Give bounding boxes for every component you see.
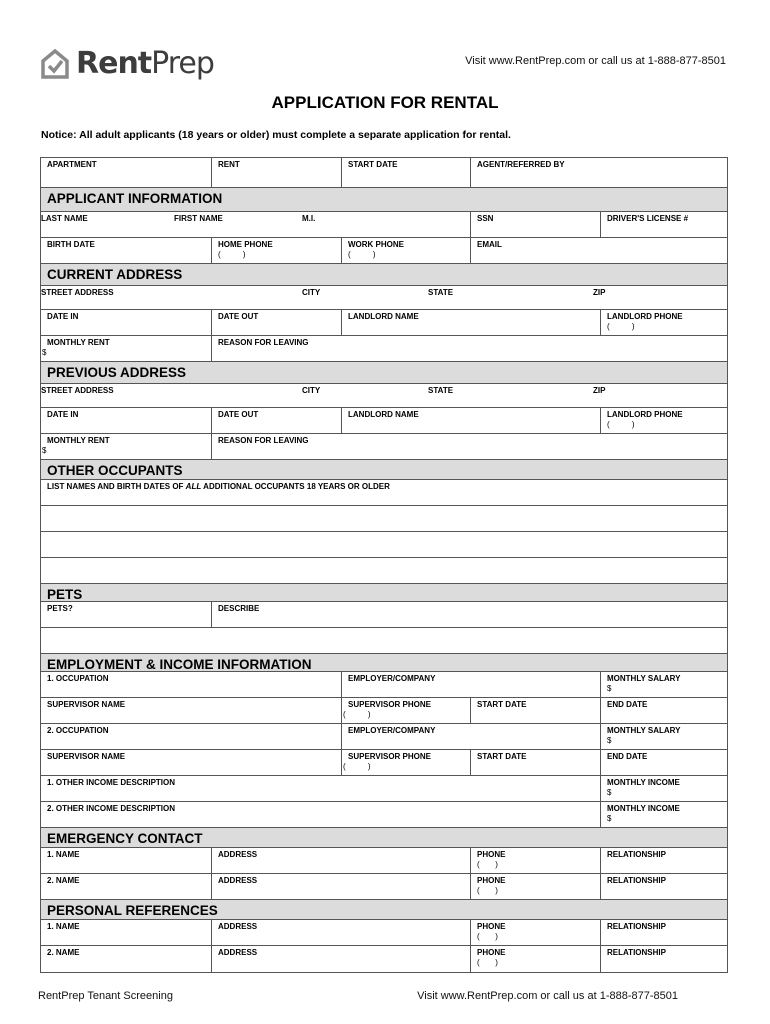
reference-relationship-1-field[interactable]: [600, 920, 727, 945]
previous-monthly-rent-label: MONTHLY RENT: [47, 436, 110, 445]
previous-landlord-phone-label: LANDLORD PHONE: [607, 410, 683, 419]
emergency-row-1: [41, 848, 727, 874]
end-date-1-field[interactable]: [600, 698, 727, 723]
current-dollar-sign: $: [42, 348, 47, 357]
pets-field[interactable]: [41, 602, 211, 627]
emergency-address-2-field[interactable]: [211, 874, 470, 899]
rent-label: RENT: [218, 160, 240, 169]
reference-name-2-label: 2. NAME: [47, 948, 80, 957]
employment-row-4: [41, 750, 727, 776]
applicant-heading: APPLICANT INFORMATION: [41, 188, 727, 212]
employment-row-5: [41, 776, 727, 802]
current-landlord-phone-parens: ( ): [607, 322, 635, 331]
work-phone-label: WORK PHONE: [348, 240, 404, 249]
supervisor-phone-2-label: SUPERVISOR PHONE: [348, 752, 431, 761]
previous-landlord-name-field[interactable]: [341, 408, 600, 433]
first-name-label: FIRST NAME: [174, 214, 223, 223]
reference-address-1-field[interactable]: [211, 920, 470, 945]
previous-monthly-rent-field[interactable]: [41, 434, 211, 459]
previous-zip-label: ZIP: [593, 386, 606, 395]
other-income-1-field[interactable]: [41, 776, 600, 801]
reference-phone-1-field[interactable]: [470, 920, 600, 945]
reference-phone-2-parens: ( ): [477, 958, 498, 967]
reference-name-1-label: 1. NAME: [47, 922, 80, 931]
logo-text-light: Prep: [151, 46, 214, 81]
reference-name-2-field[interactable]: [41, 946, 211, 972]
supervisor-2-label: SUPERVISOR NAME: [47, 752, 126, 761]
reference-address-2-label: ADDRESS: [218, 948, 258, 957]
other-occupants-heading: OTHER OCCUPANTS: [41, 460, 727, 480]
footer-contact: Visit www.RentPrep.com or call us at 1-888-877-8501: [417, 990, 678, 1002]
rentprep-logo: [40, 44, 214, 84]
emergency-name-2-field[interactable]: [41, 874, 211, 899]
previous-date-in-field[interactable]: [41, 408, 211, 433]
emergency-name-1-label: 1. NAME: [47, 850, 80, 859]
emergency-phone-2-parens: ( ): [477, 886, 498, 895]
pets-row-2[interactable]: [41, 628, 727, 654]
start-date-1-label: START DATE: [477, 700, 527, 709]
monthly-income-2-label: MONTHLY INCOME: [607, 804, 680, 813]
reference-phone-2-field[interactable]: [470, 946, 600, 972]
home-phone-parens: ( ): [218, 250, 246, 259]
employer-2-field[interactable]: [341, 724, 600, 749]
occupants-row-3[interactable]: [41, 532, 727, 558]
current-date-out-field[interactable]: [211, 310, 341, 335]
monthly-income-1-dollar: $: [607, 788, 612, 797]
work-phone-field[interactable]: [341, 238, 470, 263]
work-phone-parens: ( ): [348, 250, 376, 259]
employment-row-1: [41, 672, 727, 698]
previous-date-in-label: DATE IN: [47, 410, 79, 419]
salary-1-field[interactable]: [600, 672, 727, 697]
previous-address-row[interactable]: [41, 384, 727, 408]
previous-street-label: STREET ADDRESS: [41, 386, 114, 395]
rent-field[interactable]: [211, 158, 341, 187]
birth-date-field[interactable]: [41, 238, 211, 263]
current-zip-label: ZIP: [593, 288, 606, 297]
occupants-instruction-em: ALL: [185, 482, 202, 491]
previous-date-out-field[interactable]: [211, 408, 341, 433]
supervisor-phone-1-field[interactable]: [341, 698, 470, 723]
references-row-2: [41, 946, 727, 972]
occupation-2-field[interactable]: [41, 724, 341, 749]
last-name-label: LAST NAME: [41, 214, 88, 223]
references-heading: PERSONAL REFERENCES: [41, 900, 727, 920]
previous-dollar-sign: $: [42, 446, 47, 455]
employer-2-label: EMPLOYER/COMPANY: [348, 726, 436, 735]
reference-address-2-field[interactable]: [211, 946, 470, 972]
previous-rent-row: [41, 434, 727, 460]
rental-application-form: [40, 157, 728, 973]
previous-date-out-label: DATE OUT: [218, 410, 259, 419]
reference-phone-1-label: PHONE: [477, 922, 506, 931]
agent-field[interactable]: [470, 158, 727, 187]
occupants-instruction: [47, 482, 390, 491]
reference-phone-2-label: PHONE: [477, 948, 506, 957]
current-date-out-label: DATE OUT: [218, 312, 259, 321]
salary-1-dollar: $: [607, 684, 612, 693]
ssn-label: SSN: [477, 214, 494, 223]
current-address-row[interactable]: [41, 286, 727, 310]
apartment-field[interactable]: [41, 158, 211, 187]
salary-2-field[interactable]: [600, 724, 727, 749]
mi-label: M.I.: [302, 214, 316, 223]
describe-field[interactable]: [211, 602, 727, 627]
end-date-2-field[interactable]: [600, 750, 727, 775]
name-field[interactable]: [41, 212, 470, 237]
email-field[interactable]: [470, 238, 727, 263]
previous-dates-row: [41, 408, 727, 434]
occupants-row-2[interactable]: [41, 506, 727, 532]
monthly-income-1-field[interactable]: [600, 776, 727, 801]
monthly-income-2-dollar: $: [607, 814, 612, 823]
current-landlord-name-field[interactable]: [341, 310, 600, 335]
end-date-1-label: END DATE: [607, 700, 648, 709]
supervisor-phone-1-label: SUPERVISOR PHONE: [348, 700, 431, 709]
start-date-label: START DATE: [348, 160, 398, 169]
monthly-income-2-field[interactable]: [600, 802, 727, 827]
emergency-heading: EMERGENCY CONTACT: [41, 828, 727, 848]
employment-row-2: [41, 698, 727, 724]
pets-label: PETS?: [47, 604, 73, 613]
supervisor-phone-1-parens: ( ): [343, 710, 371, 719]
emergency-address-1-field[interactable]: [211, 848, 470, 873]
describe-label: DESCRIBE: [218, 604, 260, 613]
emergency-phone-1-parens: ( ): [477, 860, 498, 869]
occupation-2-label: 2. OCCUPATION: [47, 726, 109, 735]
start-date-2-field[interactable]: [470, 750, 600, 775]
current-address-heading: CURRENT ADDRESS: [41, 264, 727, 286]
top-row: [41, 158, 727, 188]
home-phone-field[interactable]: [211, 238, 341, 263]
employment-heading: EMPLOYMENT & INCOME INFORMATION: [41, 654, 727, 672]
current-dates-row: [41, 310, 727, 336]
logo-text-bold: Rent: [76, 46, 152, 81]
home-phone-label: HOME PHONE: [218, 240, 273, 249]
emergency-relationship-2-field[interactable]: [600, 874, 727, 899]
emergency-relationship-1-field[interactable]: [600, 848, 727, 873]
supervisor-2-field[interactable]: [41, 750, 341, 775]
previous-landlord-name-label: LANDLORD NAME: [348, 410, 419, 419]
current-rent-row: [41, 336, 727, 362]
previous-state-label: STATE: [428, 386, 454, 395]
current-landlord-name-label: LANDLORD NAME: [348, 312, 419, 321]
ssn-field[interactable]: [470, 212, 600, 237]
employer-1-label: EMPLOYER/COMPANY: [348, 674, 436, 683]
current-reason-label: REASON FOR LEAVING: [218, 338, 309, 347]
reference-relationship-1-label: RELATIONSHIP: [607, 922, 666, 931]
current-landlord-phone-label: LANDLORD PHONE: [607, 312, 683, 321]
salary-2-dollar: $: [607, 736, 612, 745]
current-reason-field[interactable]: [211, 336, 727, 361]
reference-relationship-2-label: RELATIONSHIP: [607, 948, 666, 957]
employment-row-3: [41, 724, 727, 750]
employment-row-6: [41, 802, 727, 828]
agent-label: AGENT/REFERRED BY: [477, 160, 565, 169]
start-date-1-field[interactable]: [470, 698, 600, 723]
applicant-row-1: [41, 212, 727, 238]
emergency-phone-1-label: PHONE: [477, 850, 506, 859]
reference-address-1-label: ADDRESS: [218, 922, 258, 931]
previous-city-label: CITY: [302, 386, 321, 395]
monthly-income-1-label: MONTHLY INCOME: [607, 778, 680, 787]
reference-relationship-2-field[interactable]: [600, 946, 727, 972]
emergency-phone-2-field[interactable]: [470, 874, 600, 899]
emergency-relationship-1-label: RELATIONSHIP: [607, 850, 666, 859]
supervisor-1-field[interactable]: [41, 698, 341, 723]
emergency-name-1-field[interactable]: [41, 848, 211, 873]
supervisor-phone-2-parens: ( ): [343, 762, 371, 771]
current-date-in-label: DATE IN: [47, 312, 79, 321]
current-date-in-field[interactable]: [41, 310, 211, 335]
license-field[interactable]: [600, 212, 727, 237]
previous-landlord-phone-field[interactable]: [600, 408, 727, 433]
occupants-instruction-pre: LIST NAMES AND BIRTH DATES OF: [47, 482, 186, 491]
header-contact: Visit www.RentPrep.com or call us at 1-888-877-8501: [465, 55, 726, 67]
page-title: APPLICATION FOR RENTAL: [271, 93, 499, 112]
emergency-phone-2-label: PHONE: [477, 876, 506, 885]
other-income-1-label: 1. OTHER INCOME DESCRIPTION: [47, 778, 176, 787]
other-income-2-label: 2. OTHER INCOME DESCRIPTION: [47, 804, 176, 813]
pets-heading: PETS: [41, 584, 727, 602]
pets-row: [41, 602, 727, 628]
supervisor-1-label: SUPERVISOR NAME: [47, 700, 126, 709]
occupation-1-field[interactable]: [41, 672, 341, 697]
other-income-2-field[interactable]: [41, 802, 600, 827]
salary-1-label: MONTHLY SALARY: [607, 674, 681, 683]
emergency-address-2-label: ADDRESS: [218, 876, 258, 885]
supervisor-phone-2-field[interactable]: [341, 750, 470, 775]
previous-address-heading: PREVIOUS ADDRESS: [41, 362, 727, 384]
apartment-label: APARTMENT: [47, 160, 97, 169]
references-row-1: [41, 920, 727, 946]
emergency-phone-1-field[interactable]: [470, 848, 600, 873]
occupation-1-label: 1. OCCUPATION: [47, 674, 109, 683]
occupants-row-1[interactable]: [41, 480, 727, 506]
start-date-field[interactable]: [341, 158, 470, 187]
emergency-address-1-label: ADDRESS: [218, 850, 258, 859]
current-city-label: CITY: [302, 288, 321, 297]
occupants-row-4[interactable]: [41, 558, 727, 584]
previous-reason-field[interactable]: [211, 434, 727, 459]
applicant-row-2: [41, 238, 727, 264]
salary-2-label: MONTHLY SALARY: [607, 726, 681, 735]
current-landlord-phone-field[interactable]: [600, 310, 727, 335]
current-monthly-rent-label: MONTHLY RENT: [47, 338, 110, 347]
employer-1-field[interactable]: [341, 672, 600, 697]
license-label: DRIVER'S LICENSE #: [607, 214, 689, 223]
notice-text: Notice: All adult applicants (18 years or older) must complete a separate application for rental.: [41, 129, 511, 141]
current-state-label: STATE: [428, 288, 454, 297]
previous-reason-label: REASON FOR LEAVING: [218, 436, 309, 445]
start-date-2-label: START DATE: [477, 752, 527, 761]
birth-date-label: BIRTH DATE: [47, 240, 95, 249]
emergency-relationship-2-label: RELATIONSHIP: [607, 876, 666, 885]
reference-phone-1-parens: ( ): [477, 932, 498, 941]
emergency-name-2-label: 2. NAME: [47, 876, 80, 885]
current-street-label: STREET ADDRESS: [41, 288, 114, 297]
emergency-row-2: [41, 874, 727, 900]
house-check-icon: [40, 48, 70, 80]
occupants-instruction-post: ADDITIONAL OCCUPANTS 18 YEARS OR OLDER: [201, 482, 390, 491]
email-label: EMAIL: [477, 240, 502, 249]
end-date-2-label: END DATE: [607, 752, 648, 761]
current-monthly-rent-field[interactable]: [41, 336, 211, 361]
footer-left: RentPrep Tenant Screening: [38, 990, 173, 1002]
reference-name-1-field[interactable]: [41, 920, 211, 945]
previous-landlord-phone-parens: ( ): [607, 420, 635, 429]
